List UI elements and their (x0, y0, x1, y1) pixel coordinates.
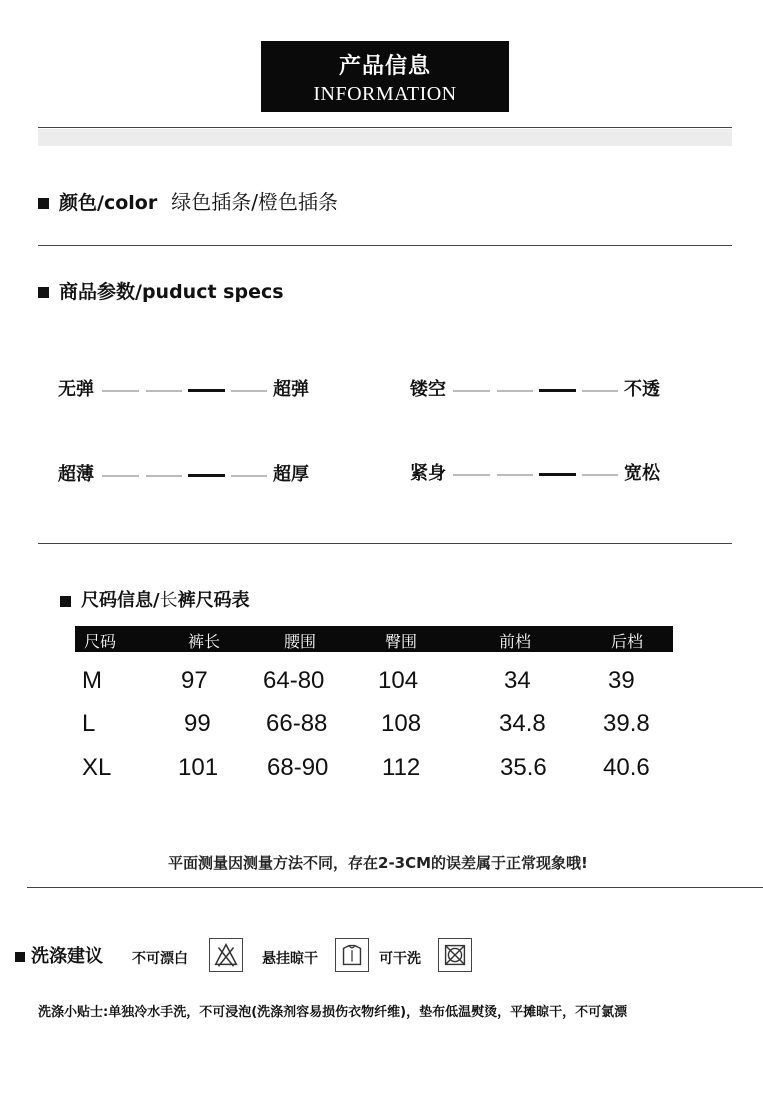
scale-left-label: 超薄 (58, 464, 94, 485)
header-title-cn: 产品信息 (338, 54, 431, 79)
divider (38, 245, 732, 246)
header-cell-hip: 臀围 (385, 634, 418, 651)
scale-segment (231, 390, 267, 392)
tips-label: 洗涤小贴士: (38, 1005, 109, 1020)
scale-right-label: 超厚 (273, 464, 309, 485)
color-value: 绿色插条/橙色插条 (171, 190, 338, 214)
cell-back-rise: 39 (608, 667, 635, 694)
scale-segment-active (539, 389, 576, 392)
size-title-text: 尺码信息/长裤尺码表 (81, 590, 250, 611)
scale-segment (146, 475, 182, 477)
no-bleach-icon (209, 938, 243, 972)
header-cell-back-rise: 后档 (611, 634, 644, 651)
cell-waist: 64-80 (263, 667, 325, 694)
scale-right-label: 超弹 (273, 379, 309, 400)
header-title-en: INFORMATION (313, 83, 457, 105)
scale-segment (102, 390, 139, 392)
bullet-square (15, 952, 25, 962)
scale-segment-active (188, 389, 225, 392)
specs-title (38, 279, 284, 305)
scale-segment (231, 475, 267, 477)
scale-segment-active (539, 473, 576, 476)
cell-hip: 104 (378, 667, 419, 694)
cell-hip: 108 (381, 710, 422, 737)
wash-tips (38, 1001, 627, 1020)
cell-hip: 112 (382, 754, 421, 781)
size-chart-title (60, 589, 250, 613)
scale-right-label: 不透 (624, 379, 660, 400)
info-header-badge (261, 41, 509, 112)
cell-length: 97 (181, 667, 208, 694)
scale-segment (497, 390, 533, 392)
scale-segment (497, 474, 533, 476)
specs-title-text: 商品参数/puduct specs (59, 281, 284, 303)
hang-dry-icon (335, 938, 369, 972)
scale-left-label: 无弹 (58, 379, 94, 400)
tips-text: 单独冷水手洗，不可浸泡(洗涤剂容易损伤衣物纤维)，垫布低温熨烫，平摊晾干，不可氯漂 (108, 1005, 628, 1020)
scale-right-label: 宽松 (624, 463, 660, 484)
divider (38, 543, 732, 544)
wash-label-hang-dry: 悬挂晾干 (262, 951, 318, 967)
scale-left-label: 镂空 (410, 379, 446, 400)
bullet-square (38, 287, 49, 298)
wash-title: 洗涤建议 (15, 942, 103, 968)
measurement-note: 平面测量因测量方法不同，存在2-3CM的误差属于正常现象哦! (168, 854, 588, 872)
scale-segment (582, 390, 618, 392)
scale-segment (582, 474, 618, 476)
divider (27, 887, 763, 888)
scale-segment (146, 390, 182, 392)
header-cell-front-rise: 前档 (499, 634, 532, 651)
header-cell-waist: 腰围 (284, 634, 317, 651)
cell-front-rise: 34.8 (499, 710, 546, 737)
divider (38, 127, 732, 128)
no-tumble-dry-icon (438, 938, 472, 972)
color-label: 颜色/color (59, 192, 158, 214)
cell-back-rise: 39.8 (603, 710, 650, 737)
bullet-square (60, 596, 71, 607)
header-cell-length: 裤长 (188, 634, 221, 651)
cell-size: XL (82, 754, 112, 781)
header-cell-size: 尺码 (84, 634, 117, 651)
header-band (38, 129, 732, 146)
cell-waist: 66-88 (266, 710, 328, 737)
scale-segment (102, 475, 139, 477)
cell-front-rise: 34 (504, 667, 531, 694)
cell-front-rise: 35.6 (500, 754, 547, 781)
cell-length: 99 (184, 710, 211, 737)
scale-segment (453, 390, 490, 392)
bullet-square (38, 198, 49, 209)
color-row (38, 189, 338, 216)
scale-segment-active (188, 474, 225, 477)
cell-length: 101 (178, 754, 219, 781)
scale-left-label: 紧身 (410, 463, 446, 484)
cell-back-rise: 40.6 (603, 754, 650, 781)
cell-waist: 68-90 (267, 754, 329, 781)
size-table-header (75, 626, 673, 652)
scale-segment (453, 474, 490, 476)
wash-label-no-bleach: 不可漂白 (132, 951, 188, 967)
cell-size: M (82, 667, 102, 694)
wash-label-dry-clean: 可干洗 (379, 951, 421, 967)
cell-size: L (82, 710, 96, 737)
